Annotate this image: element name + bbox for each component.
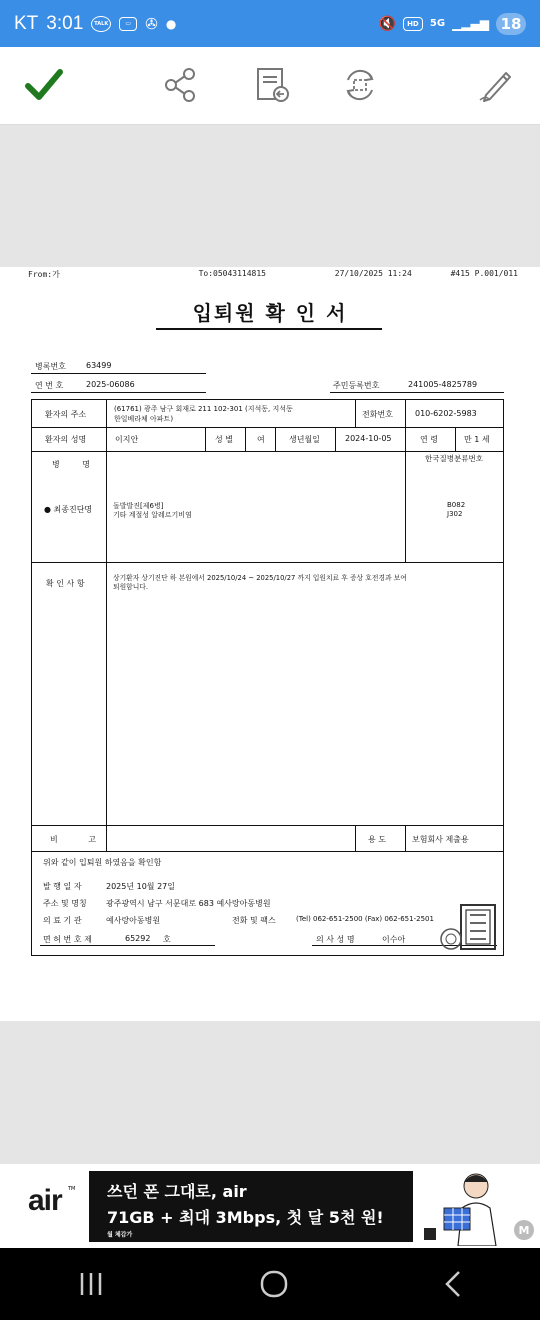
- ad-logo: air: [28, 1184, 62, 1217]
- row-line: [31, 851, 504, 852]
- record-icon: ▭: [119, 17, 137, 31]
- ad-headline: 쓰던 폰 그대로, air: [107, 1182, 247, 1201]
- certificate-table: [31, 399, 504, 956]
- doctor-label: 의 사 성 명: [316, 935, 355, 944]
- fax-from: From:가: [28, 270, 60, 279]
- ad-content[interactable]: [89, 1171, 413, 1242]
- ad-offer-text: 71GB + 최대 3Mbps, 첫 달 5천 원!: [107, 1208, 384, 1227]
- row-line: [31, 825, 504, 826]
- toolbar: [0, 47, 540, 125]
- phone-label: 전화번호: [362, 410, 393, 419]
- ad-illustration-icon: [418, 1168, 508, 1246]
- ad-offer-note: 월 체감가: [107, 1231, 133, 1239]
- remarks-label: 비 고: [50, 835, 110, 844]
- rrn-underline: [330, 392, 504, 393]
- rrn-value: 241005-4825789: [408, 380, 478, 389]
- col-line: [335, 427, 336, 451]
- reg-underline: [31, 373, 206, 374]
- col-line: [245, 427, 246, 451]
- row-line: [31, 562, 504, 563]
- document-page[interactable]: [0, 267, 540, 1021]
- addr2-value: 광주광역시 남구 서문대로 683 예사랑아동병원: [106, 899, 271, 908]
- fax-header: [28, 269, 518, 280]
- confirm-label: 확 인 사 항: [46, 579, 85, 588]
- license-underline: [40, 945, 215, 946]
- issue-label: 발 행 일 자: [43, 882, 82, 891]
- certify-text: 위와 같이 입퇴원 하였음을 확인함: [43, 858, 162, 867]
- dx-1: 돌발발진[제6병]: [113, 502, 164, 510]
- code-2: J302: [447, 510, 463, 518]
- rotate-button[interactable]: [340, 65, 380, 105]
- col-line: [405, 399, 406, 427]
- fax-page: #415 P.001/011: [450, 269, 518, 278]
- col-line: [106, 399, 107, 851]
- age-value: 만 1 세: [464, 435, 490, 444]
- status-bar: [0, 0, 540, 47]
- sex-label: 성 별: [215, 435, 233, 444]
- export-button[interactable]: [252, 65, 292, 105]
- col-line: [205, 427, 206, 451]
- hd-icon: HD: [403, 17, 423, 31]
- dx-2: 기타 계절성 알레르기비염: [113, 511, 192, 519]
- recents-icon[interactable]: [76, 1271, 106, 1297]
- mute-icon: 🔇: [378, 15, 396, 32]
- name-value: 이지안: [115, 435, 139, 444]
- col-line: [405, 825, 406, 851]
- dot-icon: ●: [165, 16, 177, 31]
- purpose-label: 용 도: [368, 835, 386, 844]
- row-line: [31, 451, 504, 452]
- tel-value: (Tel) 062-651-2500 (Fax) 062-651-2501: [296, 915, 434, 923]
- address-value-2: 한일베라체 아파트): [114, 415, 174, 423]
- 5g-icon: 5G: [429, 18, 446, 29]
- license-no: 65292: [125, 934, 151, 943]
- addr2-label: 주소 및 명칭: [43, 899, 87, 908]
- tel-label: 전화 및 팩스: [232, 916, 276, 925]
- doctor-name: 이수아: [382, 935, 406, 944]
- col-line: [355, 399, 356, 427]
- title-underline: [156, 328, 382, 330]
- col-line: [355, 825, 356, 851]
- dob-label: 생년월일: [289, 435, 320, 444]
- col-line: [275, 427, 276, 451]
- sex-value: 여: [257, 435, 265, 444]
- battery-icon: 18: [496, 13, 526, 35]
- sign-button[interactable]: [476, 65, 516, 105]
- purpose-value: 보험회사 제출용: [412, 835, 469, 844]
- rrn-label: 주민등록번호: [333, 381, 380, 390]
- kcd-label: 한국질병분류번호: [425, 454, 483, 463]
- reg-label: 병록번호: [35, 362, 66, 371]
- ad-badge[interactable]: M: [514, 1220, 534, 1240]
- serial-value: 2025-06086: [86, 380, 135, 389]
- confirm-check-button[interactable]: [24, 65, 64, 105]
- carrier-label: KT: [14, 12, 39, 34]
- issue-date: 2025년 10월 27일: [106, 882, 175, 891]
- name-label: 환자의 성명: [45, 435, 87, 444]
- row-line: [31, 427, 504, 428]
- inst-value: 예사랑아동병원: [106, 916, 161, 925]
- dob-value: 2024-10-05: [345, 434, 392, 443]
- ad-banner[interactable]: [0, 1164, 540, 1248]
- mercedes-icon: ✇: [145, 14, 158, 33]
- clock: 3:01: [46, 12, 84, 34]
- address-value-1: (61761) 광주 남구 회재로 211 102-301 (지석동, 지석동: [114, 405, 293, 413]
- sign-icon: [478, 67, 514, 103]
- ad-logo-tm: TM: [68, 1186, 76, 1192]
- license-label: 면 허 번 호 제: [43, 935, 92, 944]
- phone-value: 010-6202-5983: [415, 409, 477, 418]
- serial-underline: [31, 392, 206, 393]
- home-icon[interactable]: [259, 1269, 289, 1299]
- serial-label: 연 번 호: [35, 381, 64, 390]
- license-suffix: 호: [163, 935, 171, 944]
- reg-value: 63499: [86, 361, 112, 370]
- inst-label: 의 료 기 관: [43, 916, 82, 925]
- age-label: 연 령: [420, 435, 438, 444]
- signal-icon: ▁▂▄▆: [452, 16, 489, 31]
- back-icon[interactable]: [442, 1269, 464, 1299]
- check-icon: [25, 68, 63, 102]
- navigation-bar: [0, 1248, 540, 1320]
- confirm-text-1: 상기환자 상기진단 하 본원에서 2025/10/24 ~ 2025/10/27 까지 입원치료 후 증상 호전경과 보여: [113, 574, 407, 582]
- share-icon: [162, 67, 198, 103]
- fax-to: To:05043114815: [198, 269, 266, 278]
- code-1: B082: [447, 501, 466, 509]
- export-icon: [254, 66, 290, 104]
- rotate-icon: [341, 66, 379, 104]
- share-button[interactable]: [160, 65, 200, 105]
- col-line: [405, 427, 406, 562]
- final-dx-label: ● 최종진단명: [44, 505, 93, 514]
- fax-datetime: 27/10/2025 11:24: [334, 269, 412, 278]
- ad-offer: [107, 1205, 395, 1247]
- document-title: 입퇴원 확 인 서: [192, 301, 348, 325]
- address-label: 환자의 주소: [45, 410, 87, 419]
- disease-label: 병 명: [52, 460, 100, 469]
- col-line: [455, 427, 456, 451]
- hospital-seal-stamp: [437, 903, 497, 953]
- talk-icon: TALK: [91, 16, 111, 32]
- viewer-background: [0, 1021, 540, 1164]
- confirm-text-2: 퇴원함니다.: [113, 583, 148, 591]
